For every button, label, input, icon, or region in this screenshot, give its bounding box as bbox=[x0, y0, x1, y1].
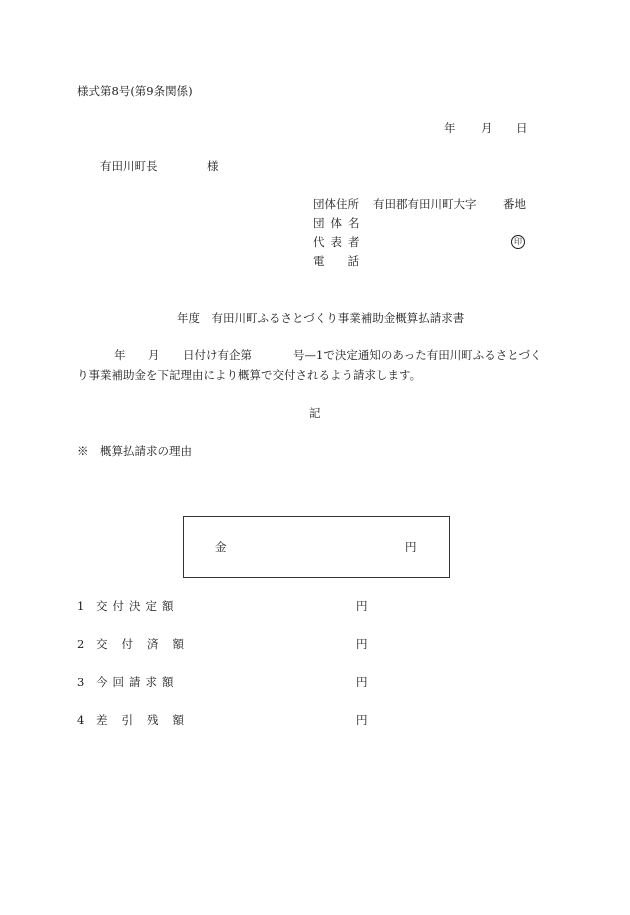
item-unit: 円 bbox=[356, 675, 368, 689]
address-value: 有田郡有田川町大字 bbox=[373, 197, 477, 211]
date-year-label: 年 bbox=[444, 121, 456, 135]
item-number: 3 bbox=[77, 675, 85, 689]
addressee-title: 有田川町長 bbox=[100, 159, 158, 173]
item-unit: 円 bbox=[356, 637, 368, 651]
ki-heading: 記 bbox=[309, 406, 321, 420]
item-label: 交付決定額 bbox=[96, 599, 179, 613]
body-year: 年 bbox=[114, 348, 126, 362]
group-name-label: 団体名 bbox=[313, 216, 366, 230]
item-unit: 円 bbox=[356, 713, 368, 727]
address-suffix: 番地 bbox=[503, 197, 526, 211]
phone-label: 電話 bbox=[313, 254, 382, 268]
addressee-honorific: 様 bbox=[207, 159, 219, 173]
item-number: 2 bbox=[77, 637, 85, 651]
seal-mark: 印 bbox=[511, 235, 525, 249]
item-number: 4 bbox=[77, 713, 85, 727]
item-label: 差引残額 bbox=[96, 713, 198, 727]
address-label: 団体住所 bbox=[313, 197, 359, 211]
item-number: 1 bbox=[77, 599, 85, 613]
amount-unit: 円 bbox=[405, 540, 417, 554]
item-unit: 円 bbox=[356, 599, 368, 613]
amount-label: 金 bbox=[215, 540, 227, 554]
body-dated: 日付け有企第 bbox=[183, 348, 252, 362]
date-day-label: 日 bbox=[516, 121, 528, 135]
body-line2: り事業補助金を下記理由により概算で交付されるよう請求します。 bbox=[77, 368, 422, 382]
representative-label: 代表者 bbox=[313, 235, 366, 249]
item-label: 交付済額 bbox=[96, 637, 198, 651]
body-month: 月 bbox=[148, 348, 160, 362]
document-title: 年度 有田川町ふるさとづくり事業補助金概算払請求書 bbox=[177, 311, 465, 325]
reason-heading: ※ 概算払請求の理由 bbox=[77, 444, 192, 458]
item-label: 今回請求額 bbox=[96, 675, 179, 689]
form-number: 様式第8号(第9条関係) bbox=[77, 84, 193, 98]
date-month-label: 月 bbox=[481, 121, 493, 135]
body-line1-rest: 号—1で決定通知のあった有田川町ふるさとづく bbox=[293, 348, 542, 362]
